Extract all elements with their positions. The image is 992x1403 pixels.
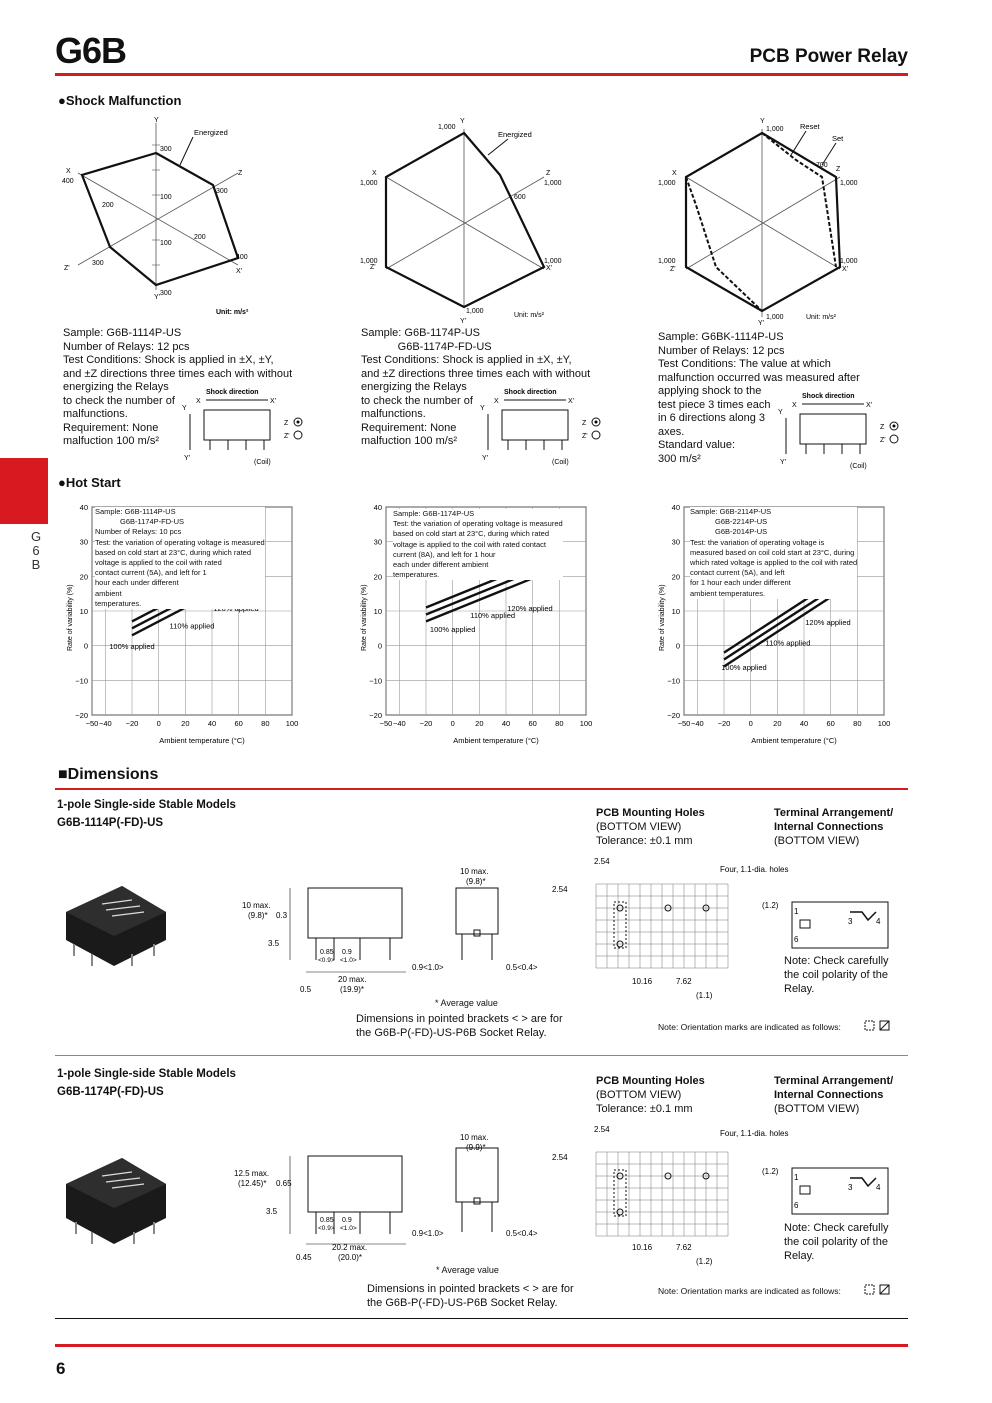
y-tick-label: −10 <box>667 676 680 686</box>
svg-text:0.45: 0.45 <box>296 1253 312 1262</box>
shock-sample-1: Sample: G6B-1114P-US Number of Relays: 12 pcs Test Conditions: Shock is applied in ±X, ±Y, and ±Z directions three times each with without energizing the Relays to check the number of malfunctions. Requirement: None malfuction 100 m/s² <box>63 327 293 447</box>
svg-text:1,000: 1,000 <box>766 126 784 133</box>
svg-text:(9.8)*: (9.8)* <box>248 911 268 920</box>
block-divider <box>55 1055 908 1056</box>
orient-note-2: Note: Orientation marks are indicated as follows: <box>658 1286 841 1296</box>
y-axis-label: Rate of variability (%) <box>67 584 74 651</box>
y-tick-label: 20 <box>671 572 680 582</box>
svg-text:X': X' <box>546 265 553 272</box>
svg-text:6: 6 <box>794 1201 799 1210</box>
hot-start-title: ●Hot Start <box>58 475 121 490</box>
svg-text:100: 100 <box>160 240 172 247</box>
y-tick-label: 0 <box>675 641 680 651</box>
svg-text:<1.0>: <1.0> <box>340 1225 357 1232</box>
y-tick-label: 20 <box>79 572 88 582</box>
svg-text:1,000: 1,000 <box>466 308 484 315</box>
y-tick-label: 30 <box>373 537 382 547</box>
hot-start-note-3: Sample: G6B-2114P-US G6B-2214P-US G6B-2014P-US Test: the variation of operating voltage is measured based on coil cold start at 23°C, during which rated voltage is applied to the coil with rated contact current (5A), and left for 1 hour each under different ambient temperatures. <box>690 507 858 598</box>
relay-photo-2 <box>62 1154 170 1250</box>
term-sub-1: (BOTTOM VIEW) <box>774 835 860 847</box>
svg-text:10.16: 10.16 <box>632 977 653 986</box>
x-tick-label: 100 <box>285 719 299 728</box>
svg-text:0.65: 0.65 <box>276 1179 292 1188</box>
shock-direction-diagram-2 <box>478 384 608 469</box>
svg-text:300: 300 <box>216 188 228 195</box>
y-tick-label: 10 <box>373 607 382 616</box>
x-tick-label: 60 <box>234 719 243 728</box>
y-tick-label: −20 <box>369 711 382 720</box>
x-tick-label: 80 <box>853 719 862 728</box>
orientation-marks-1 <box>864 1020 894 1032</box>
svg-text:Z: Z <box>582 420 587 427</box>
svg-text:Y: Y <box>778 409 783 416</box>
svg-text:0.3: 0.3 <box>276 911 288 920</box>
shock-sample-3: Sample: G6BK-1114P-US Number of Relays: 12 pcs Test Conditions: The value at which malfunction occurred was measured after applying shock to the test piece 3 times each in 6 directions along 3 axes. Standard value: 300 m/s² <box>658 331 860 465</box>
y-tick-label: 30 <box>671 537 680 547</box>
x-tick-label: 40 <box>799 719 809 728</box>
svg-text:Y': Y' <box>154 294 161 301</box>
svg-text:1,000: 1,000 <box>658 258 676 265</box>
y-tick-label: −10 <box>369 676 382 686</box>
svg-text:0.9: 0.9 <box>342 1217 352 1224</box>
side-tab <box>0 458 48 524</box>
svg-text:X': X' <box>866 402 873 409</box>
svg-text:X': X' <box>568 398 575 405</box>
svg-text:10 max.: 10 max. <box>460 1133 489 1142</box>
dimensions-title: ■Dimensions <box>58 766 159 783</box>
product-type: PCB Power Relay <box>749 46 908 67</box>
x-tick-label: 60 <box>826 719 835 728</box>
svg-text:(19.9)*: (19.9)* <box>340 985 365 994</box>
x-axis-label: Ambient temperature (°C) <box>453 736 539 745</box>
svg-text:7.62: 7.62 <box>676 977 692 986</box>
svg-text:Four, 1.1-dia. holes: Four, 1.1-dia. holes <box>720 865 789 874</box>
x-tick-label: 40 <box>501 719 511 728</box>
svg-text:2.54: 2.54 <box>552 885 568 894</box>
terminal-diagram-2 <box>790 1166 890 1218</box>
x-tick-label: −40 <box>392 719 406 728</box>
svg-text:0.5<0.4>: 0.5<0.4> <box>506 1229 538 1238</box>
y-tick-label: 40 <box>373 503 382 512</box>
y-tick-label: 40 <box>79 503 88 512</box>
svg-text:Unit: m/s²: Unit: m/s² <box>216 309 249 316</box>
svg-text:10 max.: 10 max. <box>242 901 271 910</box>
x-tick-label: 20 <box>475 719 484 728</box>
pcb-sub-2: (BOTTOM VIEW) Tolerance: ±0.1 mm <box>596 1089 693 1115</box>
svg-text:6: 6 <box>794 935 799 944</box>
model-title: G6B <box>55 30 127 71</box>
shock-chart-2 <box>358 115 578 325</box>
svg-text:Z': Z' <box>582 433 588 440</box>
svg-text:Unit: m/s²: Unit: m/s² <box>806 314 836 321</box>
svg-text:X: X <box>196 398 201 405</box>
coil-note-1: Note: Check carefully the coil polarity of the Relay. <box>784 955 889 995</box>
svg-text:Y: Y <box>154 117 159 124</box>
bracket-note-2: Dimensions in pointed brackets < > are for the G6B-P(-FD)-US-P6B Socket Relay. <box>367 1283 574 1309</box>
svg-text:Z': Z' <box>670 266 676 273</box>
orient-note-1: Note: Orientation marks are indicated as follows: <box>658 1022 841 1032</box>
term-title-2: Terminal Arrangement/ Internal Connections <box>774 1075 894 1101</box>
svg-text:Y: Y <box>182 405 187 412</box>
svg-text:0.9<1.0>: 0.9<1.0> <box>412 1229 444 1238</box>
x-axis-label: Ambient temperature (°C) <box>751 736 837 745</box>
dim-heading-2: 1-pole Single-side Stable Models G6B-1174P(-FD)-US <box>57 1068 236 1098</box>
x-tick-label: 80 <box>555 719 564 728</box>
svg-text:0.85: 0.85 <box>320 1217 334 1224</box>
svg-text:2.54: 2.54 <box>594 857 610 866</box>
svg-text:10.16: 10.16 <box>632 1243 653 1252</box>
svg-text:0.9: 0.9 <box>342 949 352 956</box>
series-label: 110% applied <box>470 610 516 620</box>
y-tick-label: 40 <box>671 503 680 512</box>
svg-text:700: 700 <box>816 162 828 169</box>
svg-text:1,000: 1,000 <box>840 180 858 187</box>
y-tick-label: 10 <box>79 607 88 616</box>
svg-text:400: 400 <box>62 178 74 185</box>
svg-text:Z: Z <box>836 166 841 173</box>
x-tick-label: 80 <box>261 719 270 728</box>
svg-text:4: 4 <box>876 917 881 926</box>
series-label: 110% applied <box>169 621 215 631</box>
shock-chart-1 <box>58 115 268 325</box>
svg-text:X: X <box>66 168 71 175</box>
shock-1-energized: Energized <box>194 128 228 137</box>
terminal-diagram-1 <box>790 900 890 952</box>
y-axis-label: Rate of variability (%) <box>659 584 666 651</box>
svg-text:4: 4 <box>876 1183 881 1192</box>
svg-text:X: X <box>672 170 677 177</box>
svg-text:Set: Set <box>832 134 844 143</box>
coil-note-2: Note: Check carefully the coil polarity of the Relay. <box>784 1222 889 1262</box>
shock-direction-diagram-3 <box>776 388 906 473</box>
x-tick-label: 0 <box>450 719 455 728</box>
x-tick-label: −20 <box>419 719 433 728</box>
x-tick-label: −40 <box>690 719 704 728</box>
svg-text:3: 3 <box>848 917 853 926</box>
series-label: 100% applied <box>429 624 476 634</box>
shock-section-title: ●Shock Malfunction <box>58 93 182 108</box>
svg-text:Y': Y' <box>780 459 787 466</box>
dimension-drawing-1 <box>240 860 560 998</box>
svg-text:Y': Y' <box>460 318 467 325</box>
x-tick-label: 60 <box>528 719 537 728</box>
x-tick-label: −20 <box>717 719 731 728</box>
svg-text:(9.8)*: (9.8)* <box>466 877 486 886</box>
svg-text:(1.2): (1.2) <box>762 1167 779 1176</box>
svg-text:X': X' <box>236 268 243 275</box>
series-label: 120% applied <box>507 604 553 613</box>
svg-text:0.85: 0.85 <box>320 949 334 956</box>
orientation-marks-2 <box>864 1284 894 1296</box>
svg-text:1,000: 1,000 <box>658 180 676 187</box>
footer-thin-rule <box>55 1318 908 1319</box>
svg-text:Y': Y' <box>482 455 489 462</box>
pcb-title-2: PCB Mounting Holes <box>596 1075 705 1087</box>
pcb-title-1: PCB Mounting Holes <box>596 807 705 819</box>
svg-text:(1.2): (1.2) <box>762 901 779 910</box>
svg-text:Reset: Reset <box>800 122 820 131</box>
svg-text:(9.9)*: (9.9)* <box>466 1143 486 1152</box>
svg-text:20.2 max.: 20.2 max. <box>332 1243 368 1252</box>
svg-text:Y: Y <box>760 118 765 125</box>
x-tick-label: −50 <box>85 719 99 728</box>
svg-text:Y': Y' <box>184 455 191 462</box>
svg-text:Y: Y <box>460 118 465 125</box>
svg-text:1,000: 1,000 <box>766 314 784 321</box>
x-tick-label: −50 <box>677 719 691 728</box>
page-number: 6 <box>56 1359 66 1378</box>
svg-text:7.62: 7.62 <box>676 1243 692 1252</box>
svg-text:300: 300 <box>160 146 172 153</box>
svg-text:Z': Z' <box>370 264 376 271</box>
shock-chart-3 <box>656 115 876 330</box>
x-tick-label: −50 <box>379 719 393 728</box>
svg-text:Z: Z <box>284 420 289 427</box>
svg-text:10 max.: 10 max. <box>460 867 489 876</box>
svg-text:Y': Y' <box>758 320 765 327</box>
y-tick-label: −20 <box>667 711 680 720</box>
relay-photo-1 <box>62 882 170 972</box>
svg-text:Z: Z <box>238 170 243 177</box>
svg-text:0.5: 0.5 <box>300 985 312 994</box>
y-axis-label: Rate of variability (%) <box>361 584 368 651</box>
svg-text:200: 200 <box>194 234 206 241</box>
svg-text:3.5: 3.5 <box>268 939 280 948</box>
pcb-sub-1: (BOTTOM VIEW) Tolerance: ±0.1 mm <box>596 821 693 847</box>
svg-text:Shock direction: Shock direction <box>206 389 259 396</box>
svg-text:3: 3 <box>848 1183 853 1192</box>
svg-text:1,000: 1,000 <box>438 124 456 131</box>
svg-text:1: 1 <box>794 907 799 916</box>
svg-text:X: X <box>494 398 499 405</box>
svg-text:Unit: m/s²: Unit: m/s² <box>514 312 544 319</box>
svg-text:(12.45)*: (12.45)* <box>238 1179 267 1188</box>
svg-text:(1.2): (1.2) <box>696 1257 713 1266</box>
series-label: 100% applied <box>109 642 155 652</box>
y-tick-label: 10 <box>671 607 680 616</box>
series-label: 110% applied <box>765 638 811 648</box>
svg-text:3.5: 3.5 <box>266 1207 278 1216</box>
dimensions-rule <box>55 788 908 790</box>
footer-rule <box>55 1344 908 1347</box>
header-rule <box>55 73 908 76</box>
dimension-drawing-2 <box>232 1130 562 1270</box>
svg-text:(Coil): (Coil) <box>254 459 271 466</box>
y-tick-label: −20 <box>75 711 88 720</box>
x-tick-label: −40 <box>98 719 112 728</box>
svg-text:0.5<0.4>: 0.5<0.4> <box>506 963 538 972</box>
svg-text:X': X' <box>842 266 849 273</box>
y-tick-label: 20 <box>373 572 382 582</box>
svg-text:100: 100 <box>160 194 172 201</box>
svg-text:<0.9>: <0.9> <box>318 1225 335 1232</box>
svg-text:400: 400 <box>236 254 248 261</box>
svg-text:1: 1 <box>794 1173 799 1182</box>
svg-text:300: 300 <box>92 260 104 267</box>
term-sub-2: (BOTTOM VIEW) <box>774 1103 860 1115</box>
svg-text:X: X <box>372 170 377 177</box>
svg-text:X': X' <box>270 398 277 405</box>
bracket-note-1: Dimensions in pointed brackets < > are for the G6B-P(-FD)-US-P6B Socket Relay. <box>356 1013 563 1039</box>
pcb-holes-diagram-1 <box>550 850 789 1000</box>
series-label: 120% applied <box>805 617 851 627</box>
series-label: 100% applied <box>721 662 767 672</box>
svg-text:Z': Z' <box>284 433 290 440</box>
svg-text:1,000: 1,000 <box>360 258 378 265</box>
x-tick-label: 20 <box>773 719 782 728</box>
x-tick-label: 20 <box>181 719 190 728</box>
svg-text:1,000: 1,000 <box>840 258 858 265</box>
svg-text:1,000: 1,000 <box>544 258 562 265</box>
x-tick-label: 40 <box>207 719 217 728</box>
svg-text:2.54: 2.54 <box>552 1153 568 1162</box>
svg-text:20 max.: 20 max. <box>338 975 367 984</box>
svg-text:(Coil): (Coil) <box>850 463 867 470</box>
x-tick-label: 100 <box>579 719 593 728</box>
hot-start-note-2: Sample: G6B-1174P-US Test: the variation of operating voltage is measured based on cold start at 23°C, during which rated voltage is applied to the coil with rated contact current (8A), and left for 1 hour each under different ambient temperatures. <box>393 509 563 580</box>
x-tick-label: 0 <box>748 719 753 728</box>
svg-text:12.5 max.: 12.5 max. <box>234 1169 270 1178</box>
x-axis-label: Ambient temperature (°C) <box>159 736 245 745</box>
y-tick-label: −10 <box>75 676 88 686</box>
svg-text:Z: Z <box>546 170 551 177</box>
svg-text:600: 600 <box>514 194 526 201</box>
x-tick-label: −20 <box>125 719 139 728</box>
hot-start-note-1: Sample: G6B-1114P-US G6B-1174P-FD-US Number of Relays: 10 pcs Test: the variation of operating voltage is measured based on cold start at 23°C, during which rated voltage is applied to the coil with rated contact current (5A), and left for 1 hour each under different ambient temperatures. <box>95 507 265 608</box>
x-tick-label: 100 <box>877 719 891 728</box>
x-tick-label: 0 <box>156 719 161 728</box>
svg-text:(Coil): (Coil) <box>552 459 569 466</box>
svg-text:X: X <box>792 402 797 409</box>
y-tick-label: 0 <box>377 641 382 651</box>
shock-direction-diagram-1 <box>180 384 310 469</box>
svg-text:Z': Z' <box>880 437 886 444</box>
svg-text:Shock direction: Shock direction <box>504 389 557 396</box>
svg-text:(20.0)*: (20.0)* <box>338 1253 363 1262</box>
svg-text:Y: Y <box>480 405 485 412</box>
svg-text:200: 200 <box>102 202 114 209</box>
y-tick-label: 0 <box>83 641 88 651</box>
pcb-holes-diagram-2 <box>550 1118 789 1268</box>
dim-heading-1: 1-pole Single-side Stable Models G6B-1114P(-FD)-US <box>57 799 236 829</box>
shock-sample-2: Sample: G6B-1174P-US G6B-1174P-FD-US Test Conditions: Shock is applied in ±X, ±Y, and ±Z directions three times each with without energizing the Relays to check the number of malfunctions. Requirement: None malfuction 100 m/s² <box>361 327 591 447</box>
svg-text:Energized: Energized <box>498 130 532 139</box>
svg-text:1,000: 1,000 <box>360 180 378 187</box>
svg-text:Z': Z' <box>64 265 70 272</box>
y-tick-label: 30 <box>79 537 88 547</box>
svg-text:0.9<1.0>: 0.9<1.0> <box>412 963 444 972</box>
svg-text:Z: Z <box>880 424 885 431</box>
svg-text:2.54: 2.54 <box>594 1125 610 1134</box>
svg-text:<0.9>: <0.9> <box>318 957 335 964</box>
svg-text:1,000: 1,000 <box>544 180 562 187</box>
svg-text:(1.1): (1.1) <box>696 991 713 1000</box>
svg-text:Shock direction: Shock direction <box>802 393 855 400</box>
term-title-1: Terminal Arrangement/ Internal Connections <box>774 807 894 833</box>
side-tab-label: G 6 B <box>30 529 42 572</box>
svg-text:<1.0>: <1.0> <box>340 957 357 964</box>
svg-text:300: 300 <box>160 290 172 297</box>
svg-text:Four, 1.1-dia. holes: Four, 1.1-dia. holes <box>720 1129 789 1138</box>
